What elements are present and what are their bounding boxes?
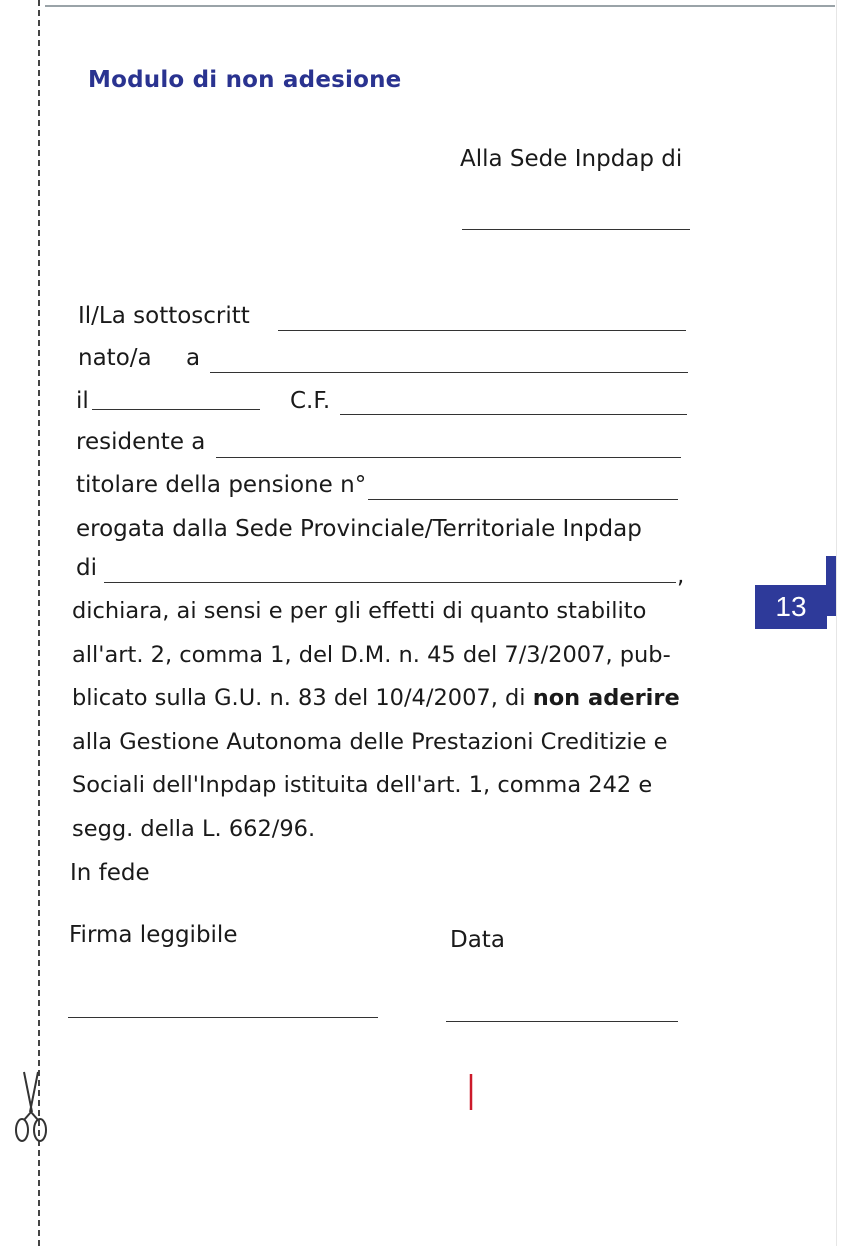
birthdate-field[interactable] — [92, 409, 260, 410]
birthplace-field[interactable] — [210, 372, 688, 373]
page-tab-accent — [826, 556, 836, 616]
non-aderire-emphasis: non aderire — [532, 685, 680, 711]
declaration-line: all'art. 2, comma 1, del D.M. n. 45 del 7/3/2007, pub- — [72, 641, 671, 668]
recipient-label: Alla Sede Inpdap di — [460, 146, 683, 172]
provincial-office-label: erogata dalla Sede Provinciale/Territoriale Inpdap — [76, 516, 642, 542]
declaration-line: Sociali dell'Inpdap istituita dell'art. 1, comma 242 e — [72, 772, 653, 798]
top-border-line — [45, 5, 835, 7]
declaration-text — [72, 590, 688, 851]
form-title: Modulo di non adesione — [88, 67, 402, 93]
cut-along-line — [38, 0, 40, 1246]
office-city-field[interactable] — [104, 582, 676, 583]
pen-mark — [469, 1072, 473, 1112]
office-city-comma: , — [677, 563, 685, 589]
declaration-line-start: blicato sulla G.U. n. 83 del 10/4/2007, di — [72, 685, 533, 711]
pension-number-field[interactable] — [368, 499, 678, 500]
date-label: Data — [450, 927, 505, 953]
signature-label: Firma leggibile — [69, 922, 238, 948]
born-label: nato/a — [78, 345, 152, 371]
page-number-tab: 13 — [755, 585, 827, 629]
office-city-label: di — [76, 555, 97, 581]
declaration-line: segg. della L. 662/96. — [72, 815, 316, 842]
in-fede-label: In fede — [70, 860, 150, 886]
fiscal-code-label: C.F. — [290, 388, 331, 414]
declaration-line: dichiara, ai sensi e per gli effetti di quanto stabilito — [72, 598, 647, 624]
fiscal-code-field[interactable] — [340, 414, 687, 415]
right-page-edge — [836, 0, 837, 1246]
birthdate-label: il — [76, 388, 89, 414]
residence-field[interactable] — [216, 457, 681, 458]
signature-field[interactable] — [68, 1017, 378, 1018]
declaration-line — [72, 677, 688, 721]
residence-label: residente a — [76, 429, 206, 455]
declaration-line: alla Gestione Autonoma delle Prestazioni Creditizie e — [72, 728, 668, 755]
recipient-office-field[interactable] — [462, 229, 690, 230]
undersigned-label: Il/La sottoscritt — [78, 303, 250, 329]
undersigned-field[interactable] — [278, 330, 686, 331]
scissors-icon — [10, 1068, 50, 1148]
pension-number-label: titolare della pensione n° — [76, 472, 367, 498]
born-place-label: a — [186, 345, 201, 371]
date-field[interactable] — [446, 1021, 678, 1022]
